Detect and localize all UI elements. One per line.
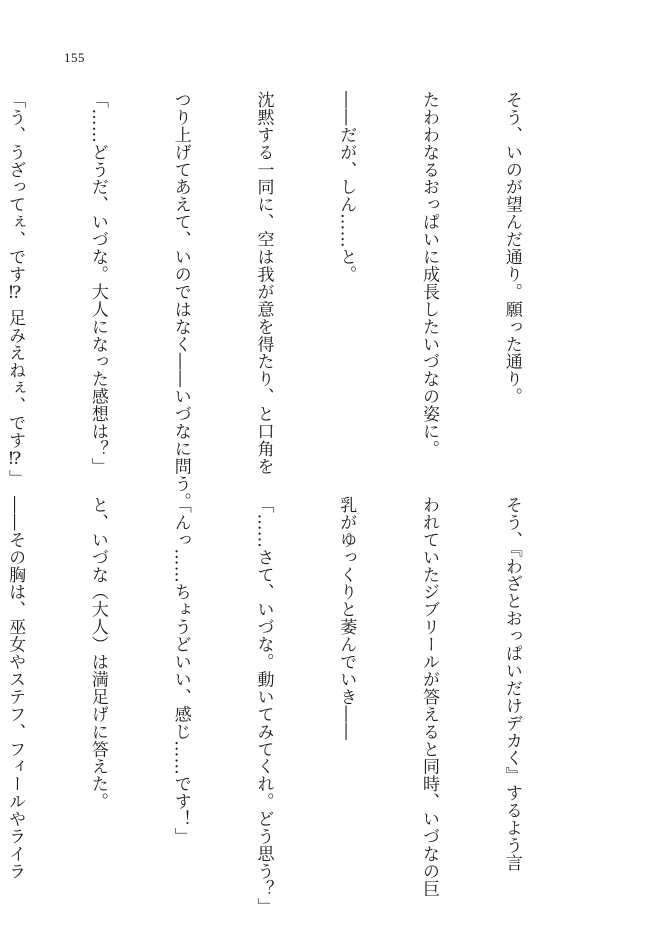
upper-text-block [5, 91, 580, 510]
page-number: 155 [64, 50, 85, 65]
text-line: われていたジブリールが答えると同時、いづなの巨 [419, 496, 440, 898]
text-line: 沈黙する一同に、空は我が意を得たり、と口角を [253, 91, 274, 475]
text-line: 「……どうだ、いづな。大人になった感想は？」 [87, 91, 108, 475]
lower-text-block [5, 496, 580, 915]
text-line: たわわなるおっぱいに成長したいづなの姿に。 [419, 91, 440, 458]
text-line: 「……さて、いづな。動いてみてくれ。どう思う？」 [253, 496, 274, 915]
text-line: ――だが、しん……と。 [336, 91, 357, 283]
text-line: そう、『わざとおっぱいだけデカく』するよう言 [501, 496, 522, 872]
text-line: 「う、うざってぇ、です⁉ 足みえねぇ、です⁉」 [5, 91, 26, 487]
text-line: そう、いのが望んだ通り。願った通り。 [501, 91, 522, 406]
text-line: と、いづな（大人）は満足げに答えた。 [87, 496, 108, 811]
text-line: つり上げてあえて、いのではなく――いづなに問う。 [170, 91, 191, 510]
text-line: 「んっ……ちょうどいい、感じ……です！」 [170, 496, 191, 845]
text-line: 乳がゆっくりと萎んでいき―― [336, 496, 357, 741]
text-line: ――その胸は、巫女やステフ、フィールやライラ [5, 496, 26, 880]
